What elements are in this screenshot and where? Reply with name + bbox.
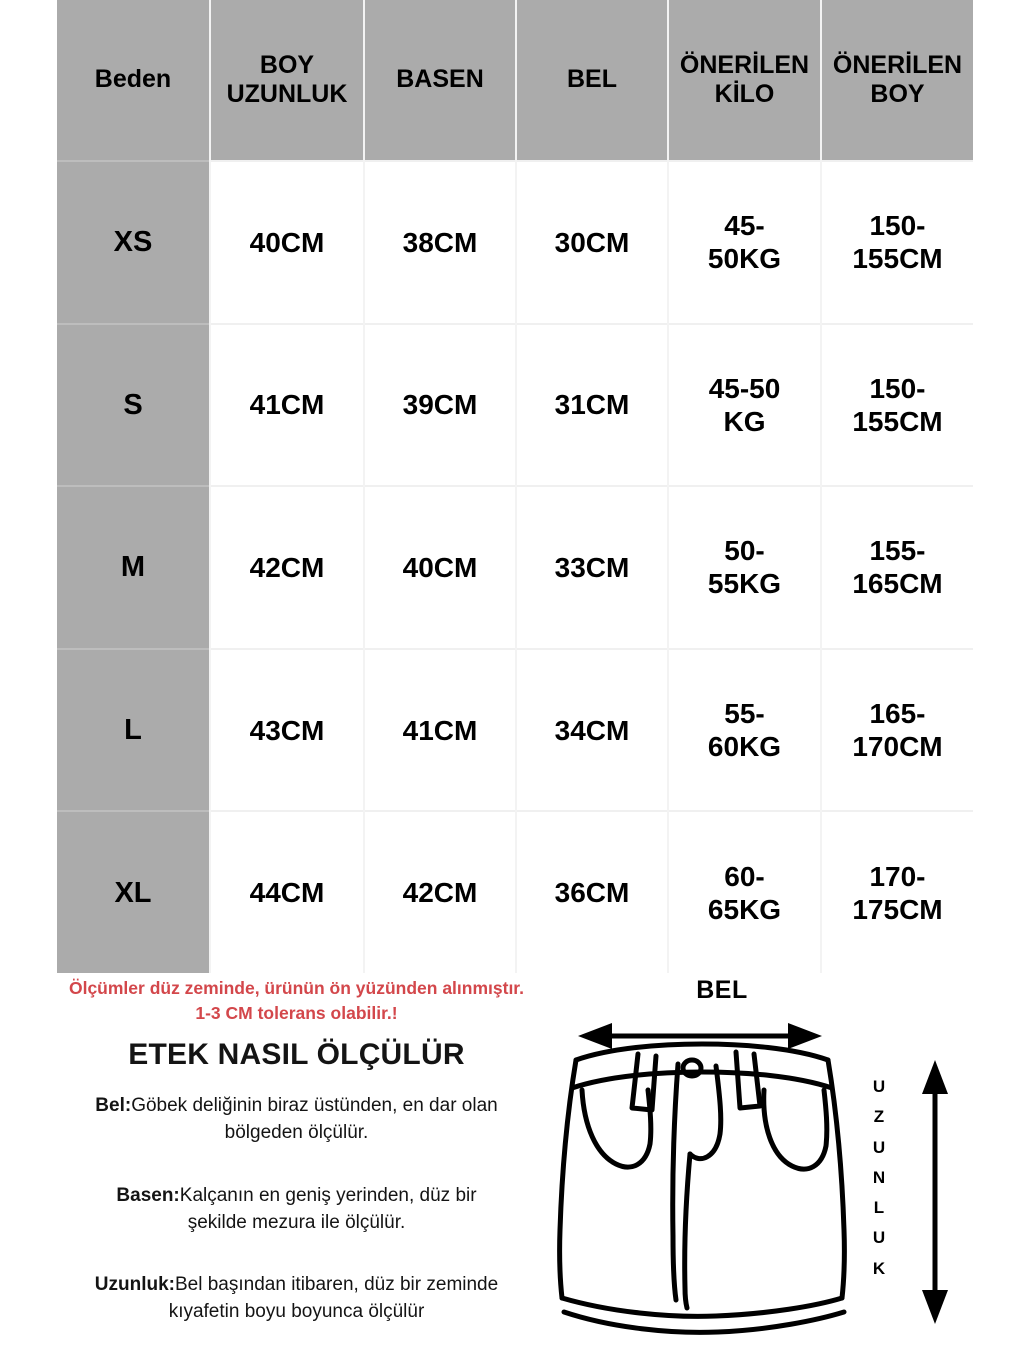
cell-line-1: 45- — [724, 210, 765, 242]
table-row — [57, 324, 973, 487]
cell-onerilen-boy — [821, 486, 973, 649]
item-label: Uzunluk: — [94, 1274, 175, 1295]
uzunluk-letter: U — [872, 1137, 886, 1157]
cell-basen: 40CM — [364, 486, 516, 649]
cell-line-1: 45-50 — [708, 372, 781, 404]
header-cell-onerilen-boy — [821, 0, 973, 161]
cell-line-2: 65KG — [707, 893, 782, 925]
disclaimer-line-2: 1-3 CM tolerans olabilir.! — [195, 1002, 398, 1023]
cell-line-2: 60KG — [707, 731, 782, 763]
cell-line-1: 165- — [869, 698, 926, 730]
item-text-line-2: kıyafetin boyu boyunca ölçülür — [168, 1300, 425, 1322]
item-label: Bel: — [95, 1095, 132, 1116]
cell-line-1: 170- — [869, 860, 926, 892]
cell-line-1: 55- — [724, 698, 765, 730]
header-line-1: BOY — [259, 50, 315, 79]
uzunluk-letter: N — [872, 1167, 886, 1187]
item-line-1 — [24, 1093, 569, 1120]
cell-line-2: 55KG — [707, 568, 782, 600]
cell-onerilen-boy — [821, 649, 973, 812]
item-text-line-1: Göbek deliğinin biraz üstünden, en dar olan — [131, 1095, 498, 1116]
skirt-illustration — [540, 968, 1010, 1360]
item-text-line-1: Kalçanın en geniş yerinden, düz bir — [179, 1185, 477, 1206]
cell-bel: 34CM — [516, 649, 668, 812]
cell-onerilen-kilo — [668, 324, 821, 487]
header-line-1: ÖNERİLEN — [679, 50, 810, 79]
cell-boy-uzunluk: 42CM — [210, 486, 364, 649]
cell-boy-uzunluk: 43CM — [210, 649, 364, 812]
header-line-2: UZUNLUK — [226, 80, 348, 108]
header-line-2: BOY — [870, 80, 925, 108]
cell-size: XL — [57, 811, 210, 973]
cell-bel: 30CM — [516, 161, 668, 324]
item-text-line-2: şekilde mezura ile ölçülür. — [187, 1211, 406, 1233]
item-label: Basen: — [116, 1185, 180, 1206]
how-to-measure-item-bel — [24, 1093, 569, 1147]
cell-line-2: 170CM — [852, 731, 943, 763]
cell-onerilen-boy — [821, 161, 973, 324]
bel-measurement-label: BEL — [696, 976, 748, 1004]
how-to-measure-item-basen — [24, 1183, 569, 1237]
item-text-line-2: bölgeden ölçülür. — [224, 1121, 369, 1143]
header-cell-bel: BEL — [516, 0, 668, 161]
cell-line-2: 175CM — [852, 893, 943, 925]
cell-size: XS — [57, 161, 210, 324]
how-to-measure-item-uzunluk — [24, 1272, 569, 1326]
item-line-1 — [24, 1272, 569, 1299]
cell-basen: 39CM — [364, 324, 516, 487]
cell-line-1: 50- — [724, 535, 765, 567]
cell-line-1: 150- — [869, 210, 926, 242]
uzunluk-letter: Z — [873, 1107, 885, 1127]
cell-bel: 33CM — [516, 486, 668, 649]
cell-basen: 41CM — [364, 649, 516, 812]
uzunluk-letter: U — [872, 1077, 886, 1096]
header-cell-basen: BASEN — [364, 0, 516, 161]
cell-basen: 42CM — [364, 811, 516, 973]
cell-onerilen-kilo — [668, 161, 821, 324]
item-text-line-1: Bel başından itibaren, düz bir zeminde — [175, 1274, 499, 1295]
table-header-row — [57, 0, 973, 161]
uzunluk-letter: L — [873, 1198, 885, 1217]
uzunluk-letter: U — [872, 1228, 886, 1248]
cell-size: L — [57, 649, 210, 812]
cell-boy-uzunluk: 41CM — [210, 324, 364, 487]
cell-size: S — [57, 324, 210, 487]
table-row — [57, 811, 973, 973]
table-row — [57, 649, 973, 812]
cell-line-1: 60- — [724, 860, 765, 892]
size-chart-table — [57, 0, 973, 973]
table-row — [57, 486, 973, 649]
cell-bel: 31CM — [516, 324, 668, 487]
cell-line-1: 150- — [869, 372, 926, 404]
cell-onerilen-boy — [821, 324, 973, 487]
cell-onerilen-kilo — [668, 486, 821, 649]
uzunluk-letter: K — [872, 1258, 886, 1278]
cell-line-2: 50KG — [707, 243, 782, 275]
cell-boy-uzunluk: 40CM — [210, 161, 364, 324]
header-cell-beden: Beden — [57, 0, 210, 161]
cell-line-2: 155CM — [852, 243, 943, 275]
table-row — [57, 161, 973, 324]
cell-onerilen-kilo — [668, 649, 821, 812]
cell-onerilen-boy — [821, 811, 973, 973]
cell-line-1: 155- — [869, 535, 926, 567]
header-cell-onerilen-kilo — [668, 0, 821, 161]
header-line-1: ÖNERİLEN — [832, 50, 963, 79]
disclaimer-line-1: Ölçümler düz zeminde, ürünün ön yüzünden alınmıştır. — [68, 978, 525, 998]
item-line-1 — [24, 1183, 569, 1210]
cell-boy-uzunluk: 44CM — [210, 811, 364, 973]
cell-line-2: 155CM — [852, 405, 943, 437]
measurement-disclaimer — [24, 976, 569, 1026]
how-to-measure-title: ETEK NASIL ÖLÇÜLÜR — [128, 1038, 465, 1071]
cell-bel: 36CM — [516, 811, 668, 973]
header-cell-boy-uzunluk — [210, 0, 364, 161]
header-line-2: KİLO — [714, 80, 775, 108]
cell-line-2: KG — [723, 405, 766, 437]
cell-basen: 38CM — [364, 161, 516, 324]
cell-onerilen-kilo — [668, 811, 821, 973]
uzunluk-arrow-icon — [922, 1060, 948, 1324]
cell-line-2: 165CM — [852, 568, 943, 600]
cell-size: M — [57, 486, 210, 649]
